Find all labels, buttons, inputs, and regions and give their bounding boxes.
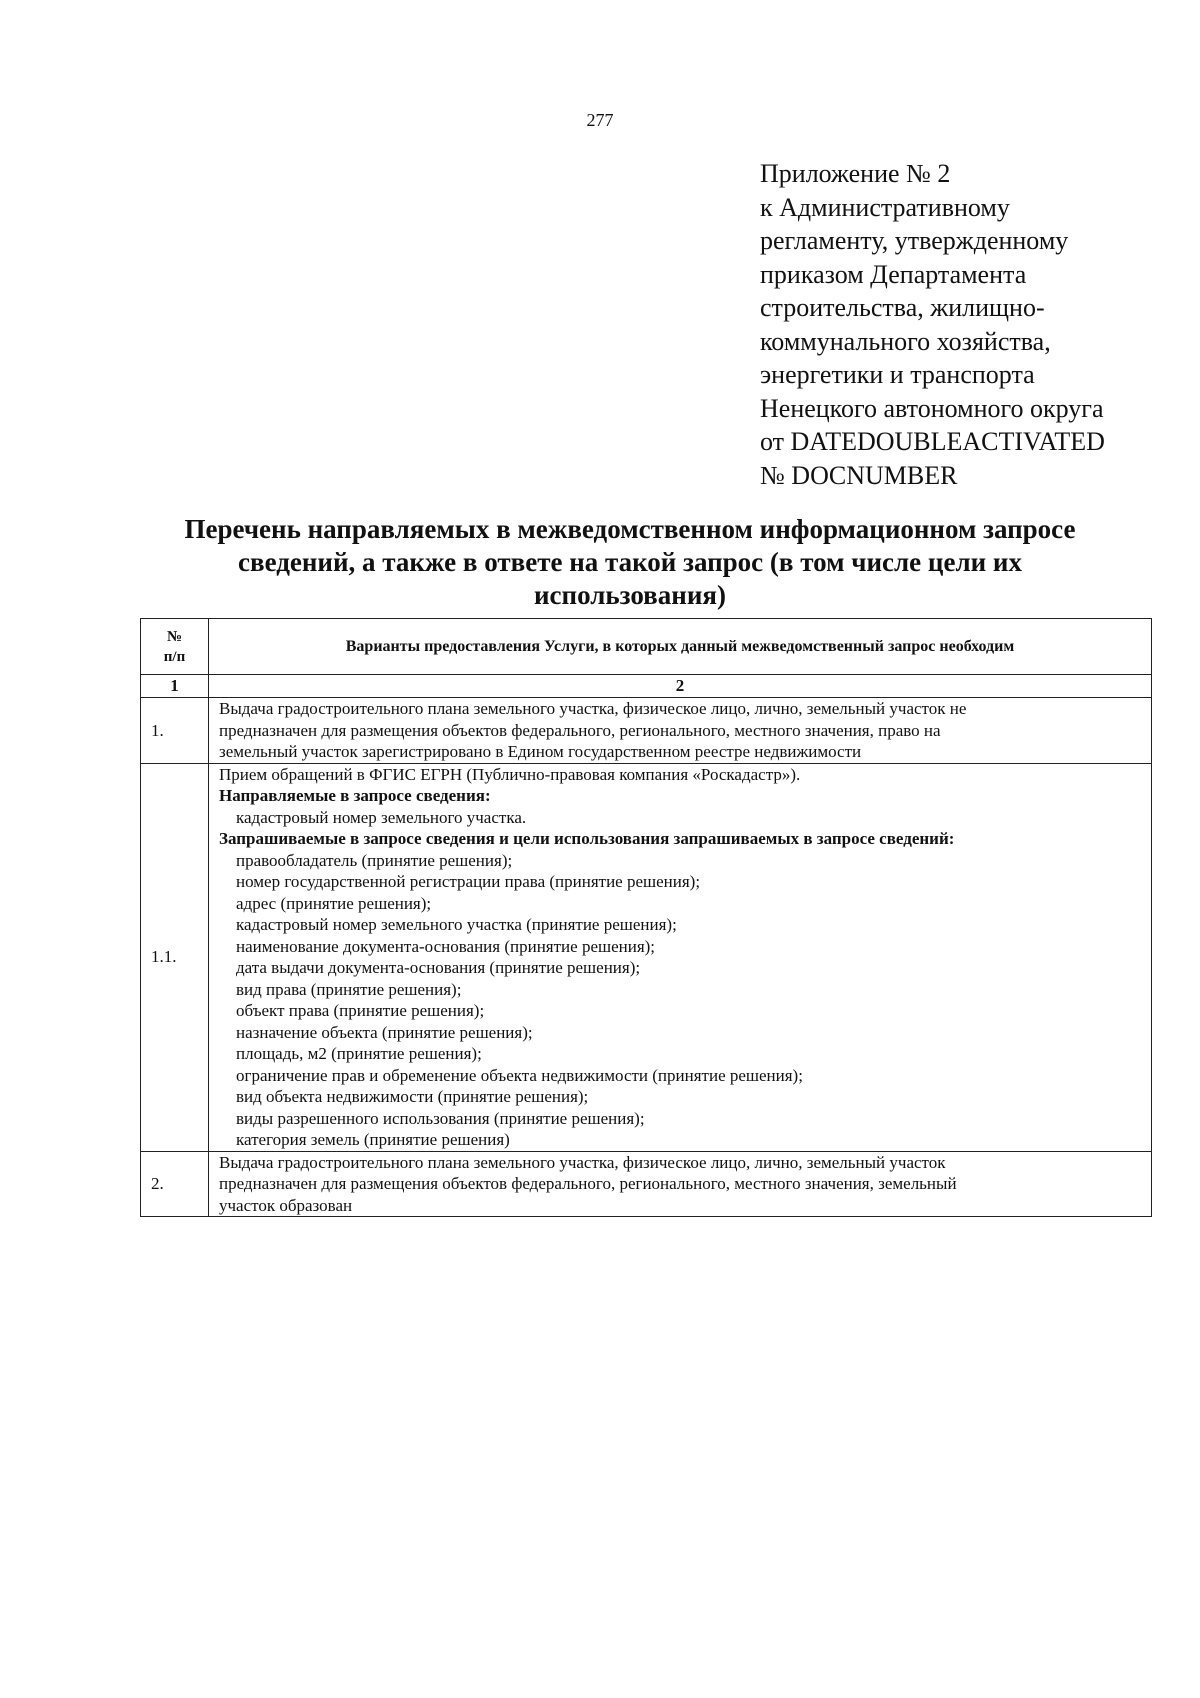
requested-item: правообладатель (принятие решения); xyxy=(236,850,513,870)
table-index-row xyxy=(141,675,1152,698)
title-line: использования) xyxy=(534,580,726,610)
requests-table xyxy=(140,618,1152,1217)
appendix-line: регламенту, утвержденному xyxy=(760,226,1069,255)
title-line: Перечень направляемых в межведомственном информационном запросе xyxy=(184,514,1076,544)
sent-heading: Направляемые в запросе сведения: xyxy=(219,786,491,805)
document-title xyxy=(150,513,1110,612)
row-text-line: земельный участок зарегистрировано в Едином государственном реестре недвижимости xyxy=(219,742,862,761)
requested-item: наименование документа-основания (принятие решения); xyxy=(236,936,656,956)
header-variants-cell: Варианты предоставления Услуги, в которых данный межведомственный запрос необходим xyxy=(209,619,1152,675)
row-text-line: Выдача градостроительного плана земельного участка, физическое лицо, лично, земельный участок xyxy=(219,1152,946,1172)
requested-heading: Запрашиваемые в запросе сведения и цели использования запрашиваемых в запросе сведений: xyxy=(219,829,955,848)
index-cell-2: 2 xyxy=(209,675,1152,698)
appendix-line: Ненецкого автономного округа xyxy=(760,393,1104,423)
requested-item: назначение объекта (принятие решения); xyxy=(236,1022,533,1042)
row-text-line: Выдача градостроительного плана земельного участка, физическое лицо, лично, земельный участок не xyxy=(219,699,967,718)
appendix-line: строительства, жилищно- xyxy=(760,293,1045,322)
header-number-abbr: п/п xyxy=(163,648,186,665)
requested-item: номер государственной регистрации права (принятие решения); xyxy=(236,872,701,891)
row-text-line: предназначен для размещения объектов федерального, регионального, местного значения, право на xyxy=(219,720,941,740)
page-number: 277 xyxy=(586,110,614,130)
row-text-line: предназначен для размещения объектов федерального, регионального, местного значения, земельный xyxy=(219,1174,957,1193)
table-row xyxy=(141,763,1152,1151)
row-content xyxy=(209,763,1152,1151)
table-row xyxy=(141,1151,1152,1217)
appendix-line: к Административному xyxy=(760,192,1010,222)
appendix-line: от DATEDOUBLEACTIVATED xyxy=(760,427,1105,456)
requested-item: кадастровый номер земельного участка (принятие решения); xyxy=(236,915,677,934)
requested-item: дата выдачи документа-основания (принятие решения); xyxy=(236,958,641,977)
appendix-line: приказом Департамента xyxy=(760,259,1027,289)
requested-item: вид объекта недвижимости (принятие решения); xyxy=(236,1087,589,1106)
row-content xyxy=(209,698,1152,764)
requested-item: категория земель (принятие решения) xyxy=(236,1130,510,1149)
appendix-line: энергетики и транспорта xyxy=(760,360,1035,389)
row-content xyxy=(209,1151,1152,1217)
title-line: сведений, а также в ответе на такой запрос (в том числе цели их xyxy=(238,547,1022,577)
row-number: 1. xyxy=(141,698,209,764)
appendix-line: коммунального хозяйства, xyxy=(760,326,1051,356)
index-cell-1: 1 xyxy=(141,675,209,698)
requested-item: объект права (принятие решения); xyxy=(236,1001,485,1020)
appendix-note xyxy=(760,157,1180,492)
requested-item: адрес (принятие решения); xyxy=(236,893,432,913)
sent-item: кадастровый номер земельного участка. xyxy=(236,807,527,827)
table-row xyxy=(141,698,1152,764)
header-number-cell xyxy=(141,619,209,675)
appendix-line: Приложение № 2 xyxy=(760,159,951,188)
requested-item: виды разрешенного использования (принятие решения); xyxy=(236,1108,645,1128)
header-number-sign: № xyxy=(166,628,183,645)
requested-item: ограничение прав и обременение объекта недвижимости (принятие решения); xyxy=(236,1065,803,1085)
requested-item: вид права (принятие решения); xyxy=(236,979,462,999)
row-text-line: участок образован xyxy=(219,1195,353,1215)
row-number: 1.1. xyxy=(141,763,209,1151)
table-header-row xyxy=(141,619,1152,675)
row-number: 2. xyxy=(141,1151,209,1217)
requested-item: площадь, м2 (принятие решения); xyxy=(236,1044,482,1063)
appendix-line: № DOCNUMBER xyxy=(760,460,958,490)
row-intro: Прием обращений в ФГИС ЕГРН (Публично-правовая компания «Роскадастр»). xyxy=(219,764,801,784)
